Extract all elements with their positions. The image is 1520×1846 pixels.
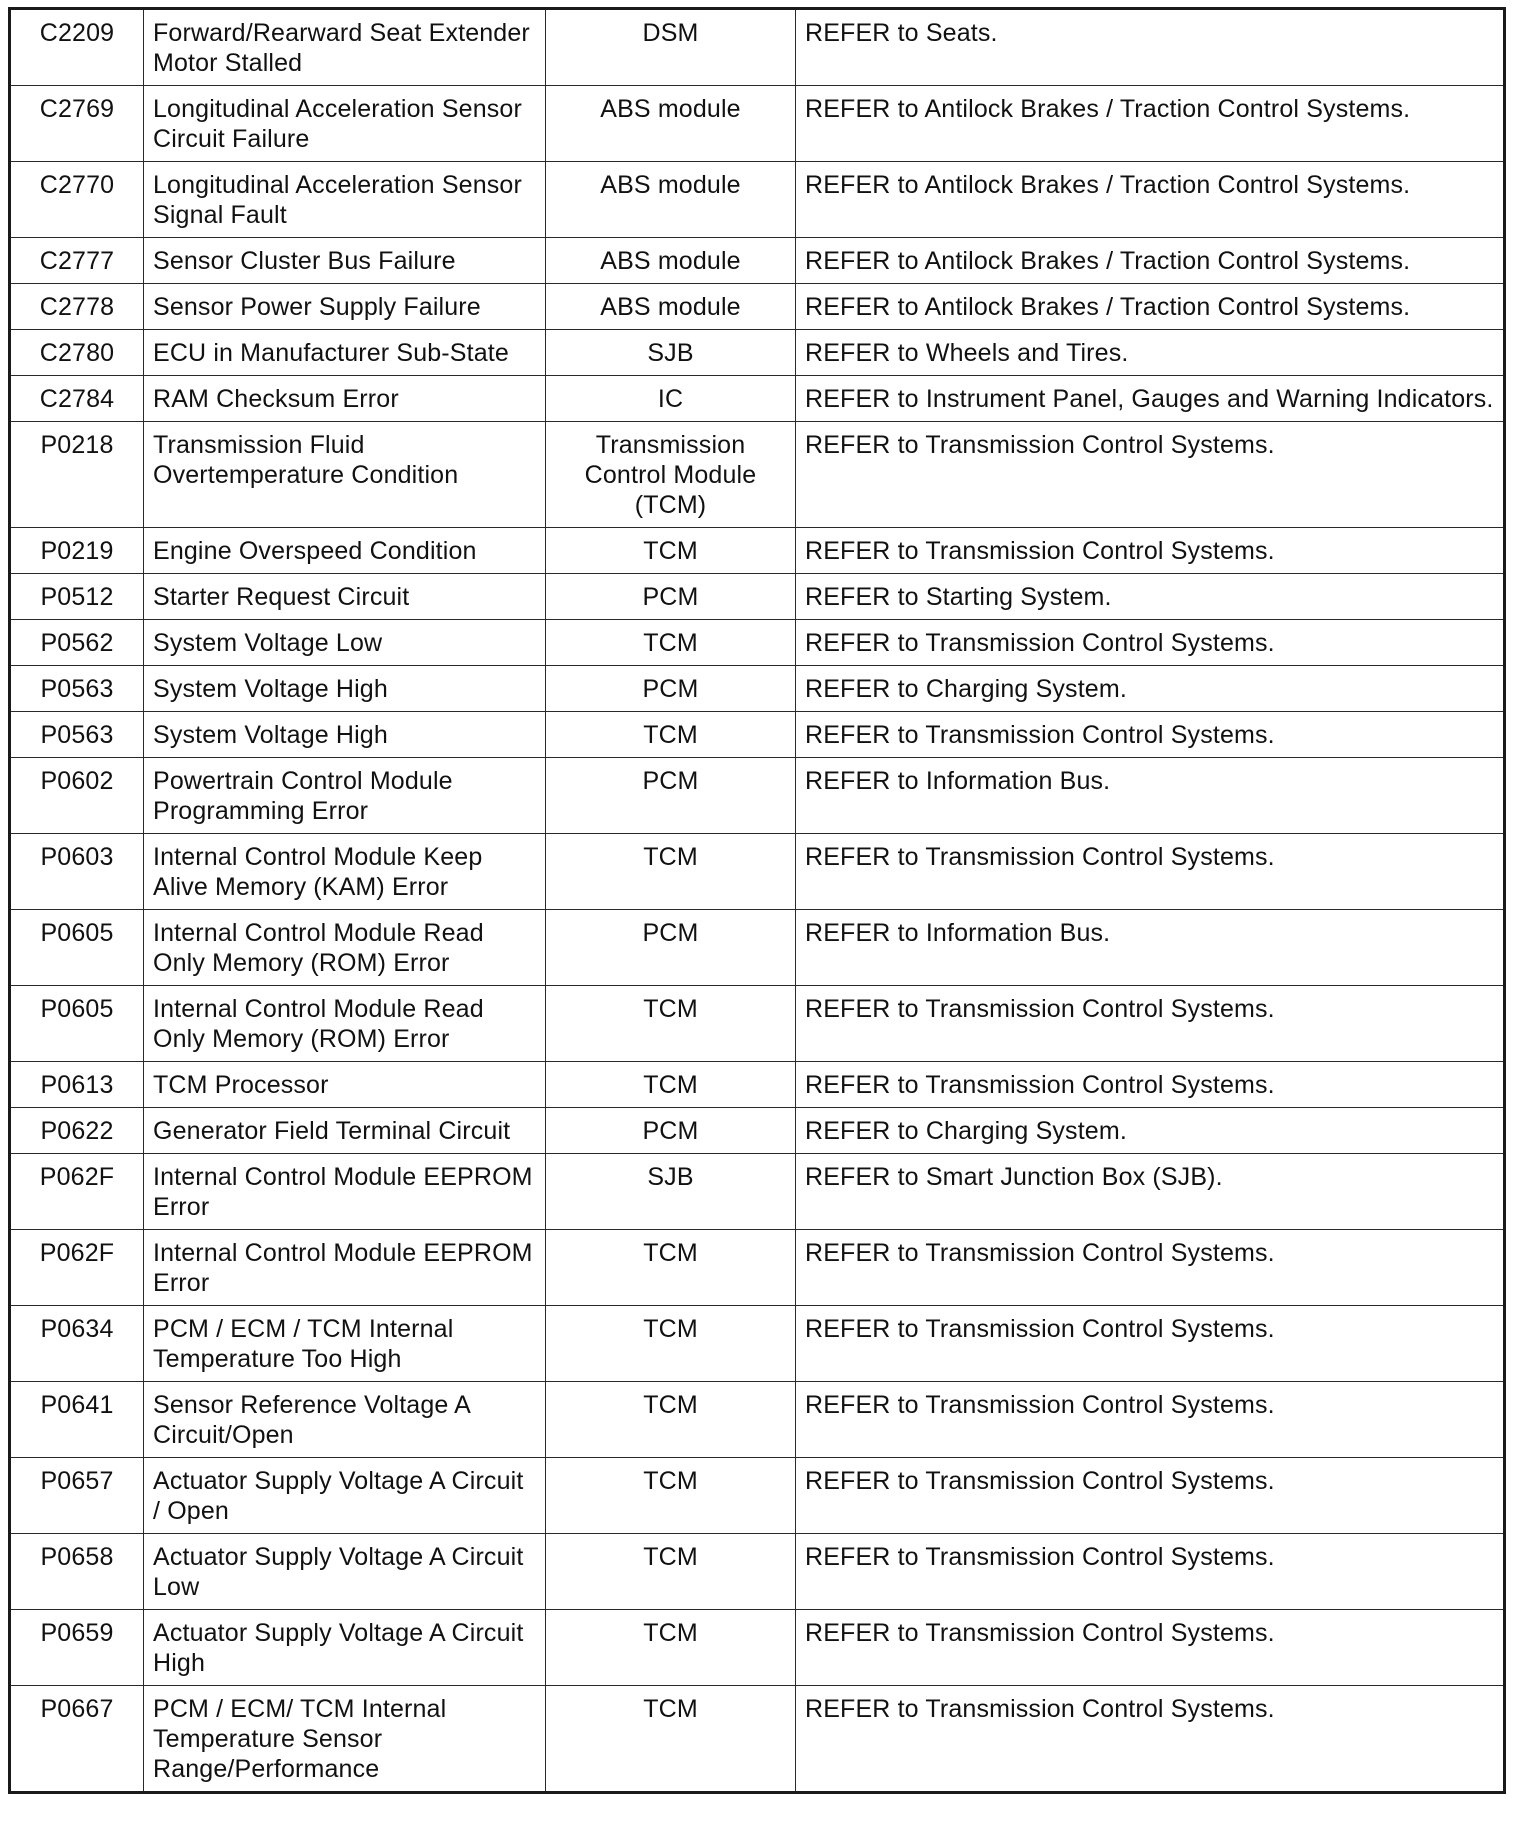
dtc-module-cell: PCM — [546, 758, 796, 834]
dtc-description-cell: ECU in Manufacturer Sub-State — [144, 330, 546, 376]
dtc-module-cell: TCM — [546, 1382, 796, 1458]
dtc-module-cell: ABS module — [546, 238, 796, 284]
dtc-action-cell: REFER to Seats. — [796, 9, 1505, 86]
dtc-code-cell: P0667 — [10, 1686, 144, 1793]
dtc-description-cell: Sensor Cluster Bus Failure — [144, 238, 546, 284]
dtc-module-cell: SJB — [546, 330, 796, 376]
table-row — [10, 758, 1505, 834]
dtc-action-cell: REFER to Transmission Control Systems. — [796, 422, 1505, 528]
table-row — [10, 1108, 1505, 1154]
dtc-description-cell: Engine Overspeed Condition — [144, 528, 546, 574]
dtc-action-cell: REFER to Transmission Control Systems. — [796, 1610, 1505, 1686]
table-row — [10, 1154, 1505, 1230]
dtc-action-cell: REFER to Information Bus. — [796, 910, 1505, 986]
dtc-code-cell: P0562 — [10, 620, 144, 666]
dtc-description-cell: System Voltage High — [144, 712, 546, 758]
dtc-code-cell: C2770 — [10, 162, 144, 238]
dtc-description-cell: Actuator Supply Voltage A Circuit / Open — [144, 1458, 546, 1534]
dtc-code-cell: P0634 — [10, 1306, 144, 1382]
dtc-description-cell: Transmission Fluid Overtemperature Condition — [144, 422, 546, 528]
dtc-module-cell: TCM — [546, 986, 796, 1062]
dtc-description-cell: Internal Control Module Read Only Memory (ROM) Error — [144, 910, 546, 986]
dtc-code-cell: C2778 — [10, 284, 144, 330]
dtc-action-cell: REFER to Transmission Control Systems. — [796, 1062, 1505, 1108]
dtc-action-cell: REFER to Smart Junction Box (SJB). — [796, 1154, 1505, 1230]
dtc-description-cell: System Voltage Low — [144, 620, 546, 666]
dtc-code-cell: C2777 — [10, 238, 144, 284]
dtc-module-cell: TCM — [546, 1458, 796, 1534]
table-row — [10, 330, 1505, 376]
table-row — [10, 986, 1505, 1062]
table-row — [10, 834, 1505, 910]
dtc-code-cell: P0605 — [10, 986, 144, 1062]
table-row — [10, 1382, 1505, 1458]
dtc-description-cell: Internal Control Module Read Only Memory (ROM) Error — [144, 986, 546, 1062]
dtc-code-cell: C2209 — [10, 9, 144, 86]
dtc-code-cell: P0602 — [10, 758, 144, 834]
dtc-description-cell: PCM / ECM / TCM Internal Temperature Too High — [144, 1306, 546, 1382]
dtc-description-cell: RAM Checksum Error — [144, 376, 546, 422]
dtc-module-cell: TCM — [546, 1610, 796, 1686]
dtc-action-cell: REFER to Transmission Control Systems. — [796, 1382, 1505, 1458]
table-row — [10, 1534, 1505, 1610]
table-row — [10, 422, 1505, 528]
dtc-module-cell: DSM — [546, 9, 796, 86]
dtc-description-cell: Generator Field Terminal Circuit — [144, 1108, 546, 1154]
dtc-module-cell: ABS module — [546, 162, 796, 238]
dtc-action-cell: REFER to Transmission Control Systems. — [796, 1534, 1505, 1610]
dtc-description-cell: Starter Request Circuit — [144, 574, 546, 620]
dtc-description-cell: PCM / ECM/ TCM Internal Temperature Sensor Range/Performance — [144, 1686, 546, 1793]
dtc-action-cell: REFER to Charging System. — [796, 1108, 1505, 1154]
dtc-table — [8, 7, 1506, 1794]
dtc-description-cell: Internal Control Module Keep Alive Memory (KAM) Error — [144, 834, 546, 910]
table-row — [10, 162, 1505, 238]
dtc-module-cell: TCM — [546, 1534, 796, 1610]
dtc-action-cell: REFER to Charging System. — [796, 666, 1505, 712]
dtc-module-cell: ABS module — [546, 86, 796, 162]
dtc-action-cell: REFER to Transmission Control Systems. — [796, 712, 1505, 758]
table-row — [10, 712, 1505, 758]
dtc-module-cell: TCM — [546, 834, 796, 910]
dtc-action-cell: REFER to Transmission Control Systems. — [796, 986, 1505, 1062]
table-row — [10, 1686, 1505, 1793]
dtc-action-cell: REFER to Transmission Control Systems. — [796, 1458, 1505, 1534]
dtc-code-cell: P0613 — [10, 1062, 144, 1108]
dtc-module-cell: PCM — [546, 1108, 796, 1154]
dtc-code-cell: P0218 — [10, 422, 144, 528]
table-row — [10, 1306, 1505, 1382]
dtc-module-cell: PCM — [546, 666, 796, 712]
dtc-module-cell: TCM — [546, 1686, 796, 1793]
dtc-description-cell: Longitudinal Acceleration Sensor Circuit Failure — [144, 86, 546, 162]
dtc-description-cell: Longitudinal Acceleration Sensor Signal Fault — [144, 162, 546, 238]
dtc-description-cell: TCM Processor — [144, 1062, 546, 1108]
table-row — [10, 1458, 1505, 1534]
dtc-code-cell: P0563 — [10, 666, 144, 712]
dtc-description-cell: Forward/Rearward Seat Extender Motor Stalled — [144, 9, 546, 86]
dtc-code-cell: P0512 — [10, 574, 144, 620]
dtc-code-cell: P062F — [10, 1230, 144, 1306]
table-row — [10, 86, 1505, 162]
dtc-code-cell: P0659 — [10, 1610, 144, 1686]
dtc-code-cell: P0603 — [10, 834, 144, 910]
dtc-action-cell: REFER to Transmission Control Systems. — [796, 528, 1505, 574]
dtc-action-cell: REFER to Starting System. — [796, 574, 1505, 620]
dtc-description-cell: Actuator Supply Voltage A Circuit Low — [144, 1534, 546, 1610]
dtc-description-cell: Internal Control Module EEPROM Error — [144, 1230, 546, 1306]
dtc-description-cell: Actuator Supply Voltage A Circuit High — [144, 1610, 546, 1686]
table-row — [10, 284, 1505, 330]
dtc-module-cell: TCM — [546, 1306, 796, 1382]
dtc-code-cell: C2784 — [10, 376, 144, 422]
dtc-module-cell: PCM — [546, 910, 796, 986]
dtc-action-cell: REFER to Antilock Brakes / Traction Control Systems. — [796, 284, 1505, 330]
dtc-module-cell: Transmission Control Module (TCM) — [546, 422, 796, 528]
dtc-code-cell: P0605 — [10, 910, 144, 986]
dtc-description-cell: System Voltage High — [144, 666, 546, 712]
table-row — [10, 1230, 1505, 1306]
dtc-module-cell: TCM — [546, 620, 796, 666]
dtc-module-cell: TCM — [546, 712, 796, 758]
dtc-action-cell: REFER to Antilock Brakes / Traction Control Systems. — [796, 162, 1505, 238]
dtc-action-cell: REFER to Transmission Control Systems. — [796, 1230, 1505, 1306]
dtc-module-cell: ABS module — [546, 284, 796, 330]
dtc-module-cell: TCM — [546, 1230, 796, 1306]
dtc-code-cell: C2780 — [10, 330, 144, 376]
dtc-description-cell: Powertrain Control Module Programming Error — [144, 758, 546, 834]
dtc-description-cell: Sensor Reference Voltage A Circuit/Open — [144, 1382, 546, 1458]
dtc-action-cell: REFER to Instrument Panel, Gauges and Warning Indicators. — [796, 376, 1505, 422]
dtc-code-cell: P0563 — [10, 712, 144, 758]
table-row — [10, 666, 1505, 712]
table-row — [10, 910, 1505, 986]
table-row — [10, 1610, 1505, 1686]
dtc-code-cell: P0622 — [10, 1108, 144, 1154]
table-row — [10, 574, 1505, 620]
dtc-action-cell: REFER to Antilock Brakes / Traction Control Systems. — [796, 238, 1505, 284]
dtc-description-cell: Sensor Power Supply Failure — [144, 284, 546, 330]
table-row — [10, 528, 1505, 574]
dtc-action-cell: REFER to Transmission Control Systems. — [796, 834, 1505, 910]
dtc-code-cell: C2769 — [10, 86, 144, 162]
dtc-code-cell: P0219 — [10, 528, 144, 574]
dtc-action-cell: REFER to Transmission Control Systems. — [796, 1686, 1505, 1793]
dtc-code-cell: P0657 — [10, 1458, 144, 1534]
dtc-description-cell: Internal Control Module EEPROM Error — [144, 1154, 546, 1230]
dtc-action-cell: REFER to Transmission Control Systems. — [796, 1306, 1505, 1382]
dtc-module-cell: TCM — [546, 1062, 796, 1108]
table-row — [10, 238, 1505, 284]
dtc-code-cell: P0658 — [10, 1534, 144, 1610]
table-row — [10, 620, 1505, 666]
dtc-module-cell: IC — [546, 376, 796, 422]
table-row — [10, 376, 1505, 422]
dtc-code-cell: P062F — [10, 1154, 144, 1230]
table-row — [10, 1062, 1505, 1108]
dtc-action-cell: REFER to Information Bus. — [796, 758, 1505, 834]
dtc-module-cell: PCM — [546, 574, 796, 620]
dtc-module-cell: TCM — [546, 528, 796, 574]
dtc-module-cell: SJB — [546, 1154, 796, 1230]
dtc-table-body — [10, 9, 1505, 1793]
table-row — [10, 9, 1505, 86]
dtc-action-cell: REFER to Wheels and Tires. — [796, 330, 1505, 376]
dtc-code-cell: P0641 — [10, 1382, 144, 1458]
dtc-action-cell: REFER to Antilock Brakes / Traction Control Systems. — [796, 86, 1505, 162]
dtc-action-cell: REFER to Transmission Control Systems. — [796, 620, 1505, 666]
